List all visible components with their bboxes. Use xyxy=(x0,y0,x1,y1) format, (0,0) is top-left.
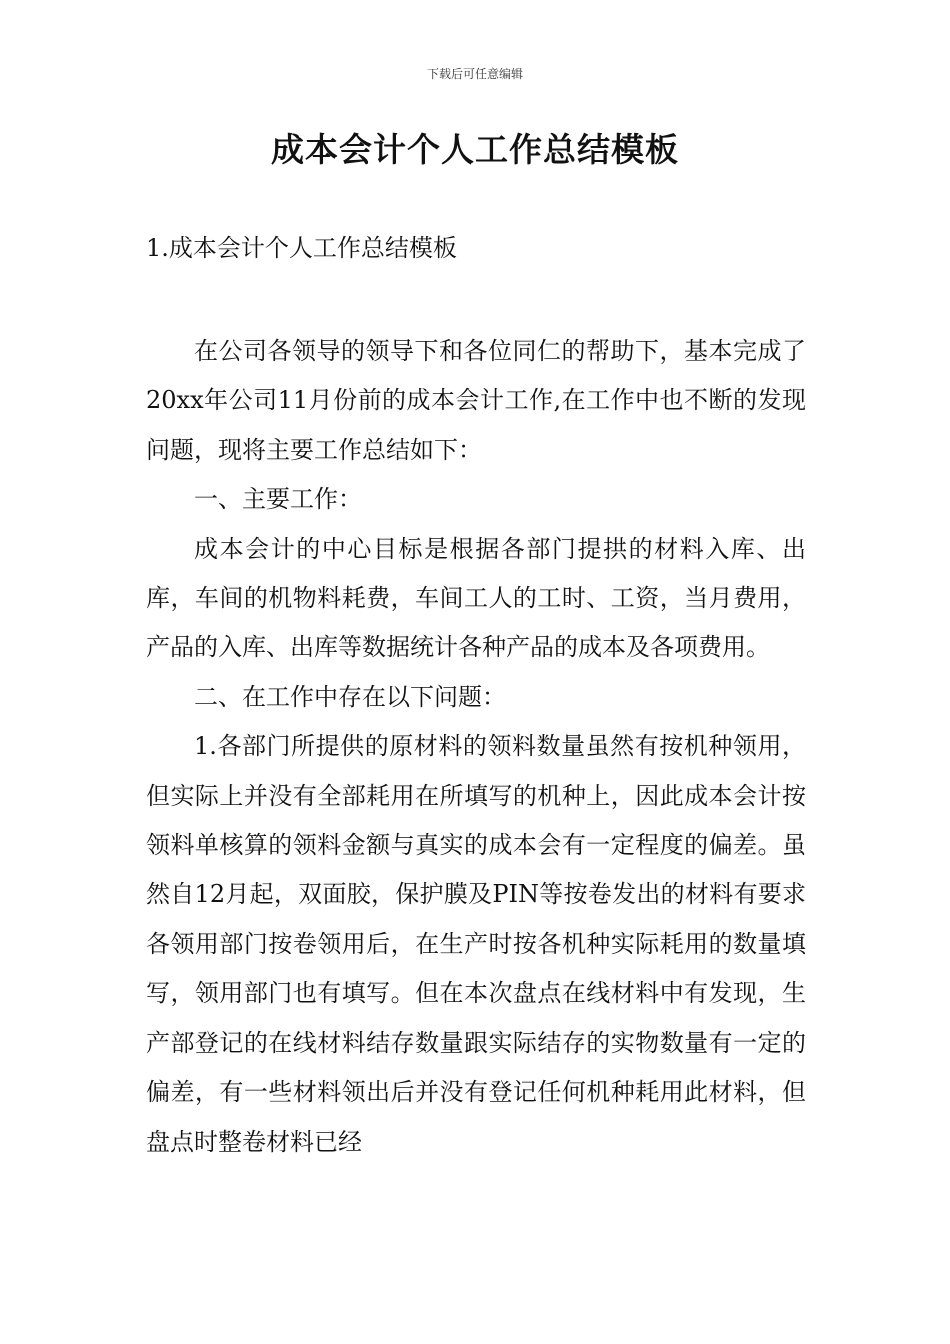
section-heading-problems: 二、在工作中存在以下问题： xyxy=(194,682,506,711)
document-title: 成本会计个人工作总结模板 xyxy=(271,130,679,169)
section-heading-main-work: 一、主要工作： xyxy=(194,485,362,514)
header-note: 下载后可任意编辑 xyxy=(426,67,523,81)
document-body xyxy=(146,327,806,1167)
paragraph-problem-1: 1.各部门所提供的原材料的领料数量虽然有按机种领用，但实际上并没有全部耗用在所填写的机种上，因此成本会计按领料单核算的领料金额与真实的成本会有一定程度的偏差。虽然自12月起，双面胶，保护膜及PIN等按卷发出的材料有要求各领用部门按卷领用后，在生产时按各机种实际耗用的数量填写，领用部门也有填写。但在本次盘点在线材料中有发现，生产部登记的在线材料结存数量跟实际结存的实物数量有一定的偏差，有一些材料领出后并没有登记任何机种耗用此材料，但盘点时整卷材料已经 xyxy=(146,732,806,1156)
document-subtitle: 1.成本会计个人工作总结模板 xyxy=(146,234,457,262)
paragraph-intro: 在公司各领导的领导下和各位同仁的帮助下，基本完成了20xx年公司11月份前的成本会计工作,在工作中也不断的发现问题，现将主要工作总结如下： xyxy=(146,337,806,464)
paragraph-main-work: 成本会计的中心目标是根据各部门提拱的材料入库、出库，车间的机物料耗费，车间工人的工时、工资，当月费用，产品的入库、出库等数据统计各种产品的成本及各项费用。 xyxy=(146,534,806,662)
